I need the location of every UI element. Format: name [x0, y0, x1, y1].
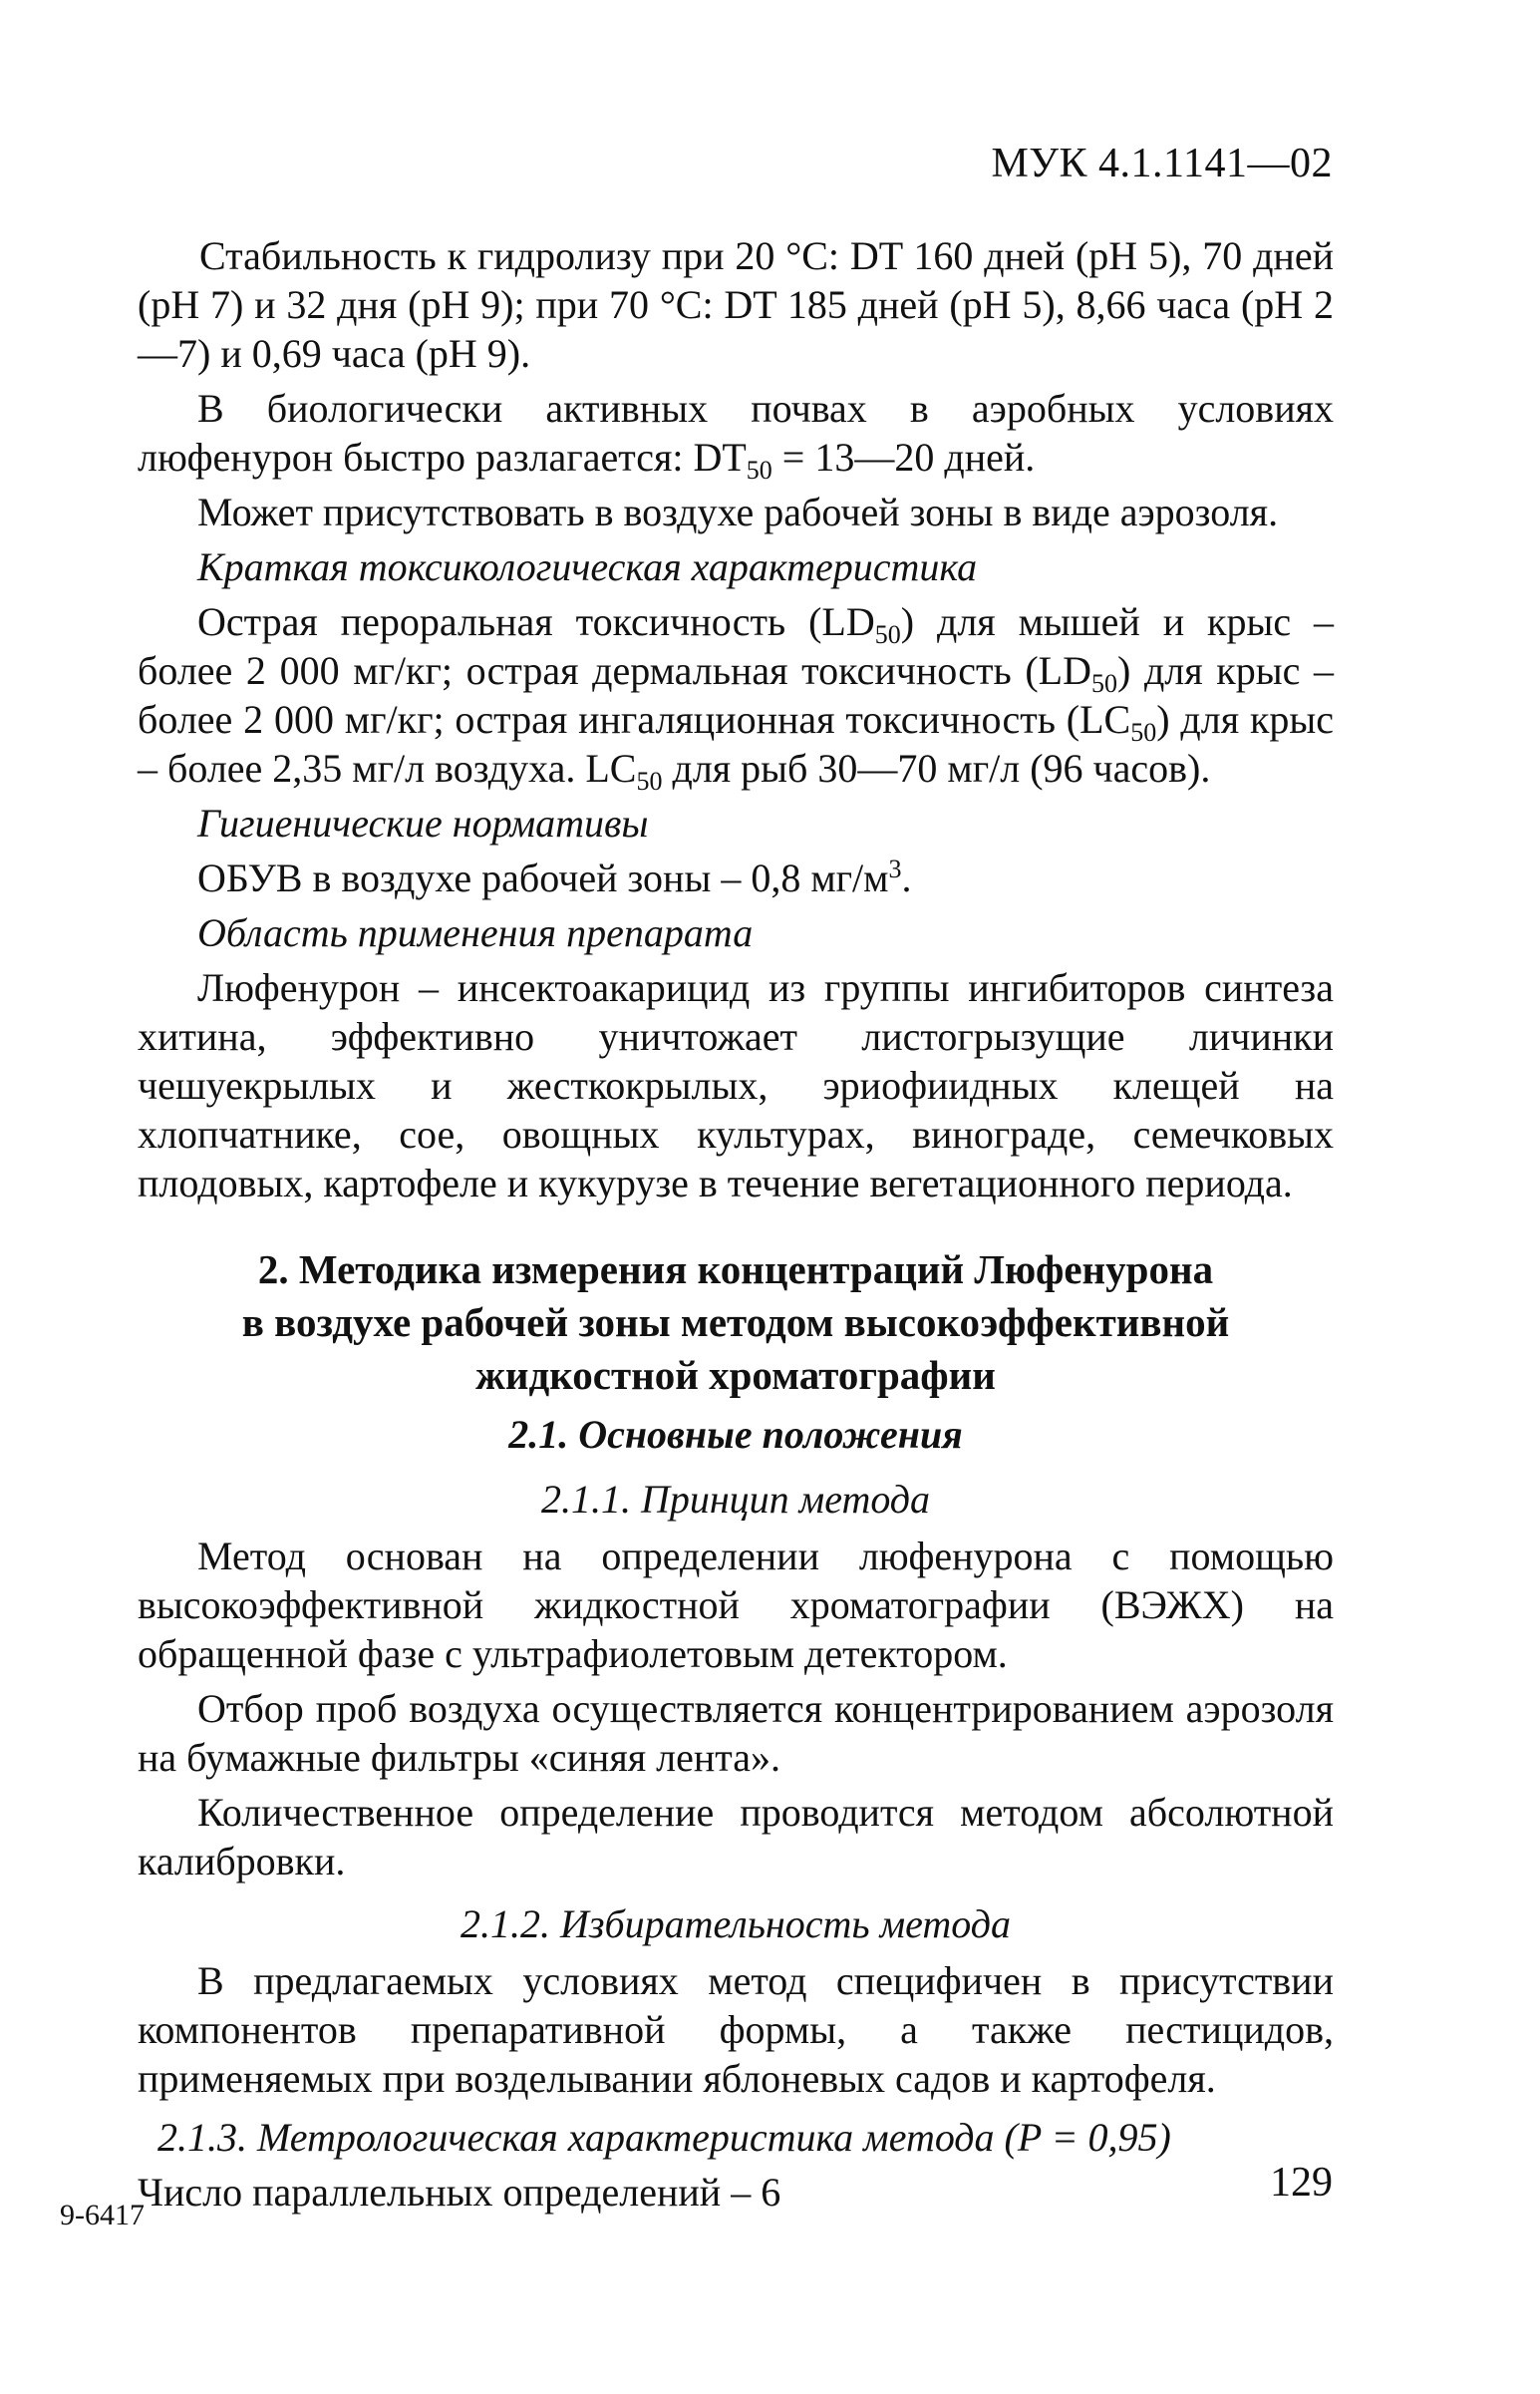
subsection-2-1-2-title: 2.1.2. Избирательность метода [461, 1901, 1011, 1946]
subscript-50: 50 [1130, 718, 1157, 747]
section-2-title [138, 1243, 1334, 1402]
toxicity-text-c: ) для крыс – более 2 000 мг/кг; острая ингаляционная токсичность (LC [138, 648, 1335, 742]
method-principle-text: Метод основан на определении люфенурона с помощью высокоэффективной жидкостной хроматографии (ВЭЖХ) на обращенной фазе с ультрафиолетовым детектором. [138, 1534, 1334, 1676]
paragraph-application [138, 963, 1334, 1207]
toxicity-text-b: ) для мышей и крыс – более 2 000 мг/кг; острая дермальная токсичность (LD [138, 599, 1334, 693]
heading-hygiene-text: Гигиенические нормативы [197, 801, 649, 846]
subscript-50: 50 [1091, 669, 1117, 698]
application-text: Люфенурон – инсектоакарицид из группы ингибиторов синтеза хитина, эффективно уничтожает листогрызущие личинки чешуекрылых и жесткокрылых, эриофиидных клещей на хлопчатнике, сое, овощных культурах, винограде, семечковых плодовых, картофеле и кукурузе в течение вегетационного периода. [138, 965, 1334, 1205]
obuv-text-a: ОБУВ в воздухе рабочей зоны – 0,8 мг/м [197, 855, 889, 900]
air-text: Может присутствовать в воздухе рабочей зоны в виде аэрозоля. [197, 490, 1279, 534]
paragraph-parallel-count [138, 2168, 1334, 2217]
superscript-3: 3 [888, 855, 902, 883]
paragraph-method-principle [138, 1532, 1334, 1678]
subsection-2-1-title: 2.1. Основные положения [508, 1412, 963, 1457]
heading-hygiene [138, 799, 1334, 848]
toxicity-text-a: Острая пероральная токсичность (LD [197, 599, 875, 644]
paragraph-sampling [138, 1684, 1334, 1782]
page-number: 129 [1270, 2160, 1333, 2206]
obuv-text-b: . [901, 855, 912, 900]
heading-toxicology-text: Краткая токсикологическая характеристика [197, 544, 978, 589]
heading-toxicology [138, 542, 1334, 591]
paragraph-hydrolysis [138, 231, 1334, 378]
subsection-2-1-3-title [138, 2113, 1334, 2162]
soil-text-b: = 13—20 дней. [771, 435, 1036, 480]
parallel-count-text: Число параллельных определений – 6 [138, 2170, 781, 2215]
subsection-2-1-3-text: 2.1.3. Метрологическая характеристика метода (P = 0,95) [157, 2115, 1171, 2160]
soil-text-a: В биологически активных почвах в аэробных условиях люфенурон быстро разлагается: DT [138, 386, 1334, 480]
toxicity-text-d: ) для крыс – более 2,35 мг/л воздуха. LC [138, 697, 1335, 791]
paragraph-toxicity [138, 597, 1335, 796]
sampling-text: Отбор проб воздуха осуществляется концентрированием аэрозоля на бумажные фильтры «синяя лента». [138, 1686, 1334, 1780]
section-2-title-line-2: в воздухе рабочей зоны методом высокоэффективной [241, 1299, 1230, 1345]
heading-application-area-text: Область применения препарата [197, 910, 754, 955]
section-2-title-line-3: жидкостной хроматографии [475, 1352, 996, 1398]
document-body [138, 231, 1334, 2223]
paragraph-hydrolysis-text: Стабильность к гидролизу при 20 °C: DT 160 дней (pH 5), 70 дней (pH 7) и 32 дня (pH 9); при 70 °C: DT 185 дней (pH 5), 8,66 часа (pH 2—7) и 0,69 часа (pH 9). [138, 233, 1334, 376]
print-code: 9-6417 [60, 2199, 145, 2231]
subscript-50: 50 [636, 767, 663, 796]
section-2-title-line-1: 2. Методика измерения концентраций Люфенурона [257, 1246, 1214, 1292]
selectivity-text: В предлагаемых условиях метод специфичен в присутствии компонентов препаративной формы, а также пестицидов, применяемых при возделывании яблоневых садов и картофеля. [138, 1958, 1334, 2101]
toxicity-text-e: для рыб 30—70 мг/л (96 часов). [662, 746, 1211, 791]
document-code: МУК 4.1.1141—02 [991, 141, 1333, 186]
paragraph-obuv [138, 854, 1334, 902]
paragraph-soil [138, 384, 1334, 485]
paragraph-selectivity [138, 1956, 1334, 2103]
paragraph-calibration [138, 1788, 1334, 1885]
calibration-text: Количественное определение проводится методом абсолютной калибровки. [138, 1790, 1334, 1883]
paragraph-air [138, 488, 1334, 536]
heading-application-area [138, 908, 1334, 957]
subscript-50: 50 [746, 456, 772, 485]
subsection-2-1-1-title: 2.1.1. Принцип метода [540, 1477, 931, 1522]
subscript-50: 50 [874, 620, 901, 649]
